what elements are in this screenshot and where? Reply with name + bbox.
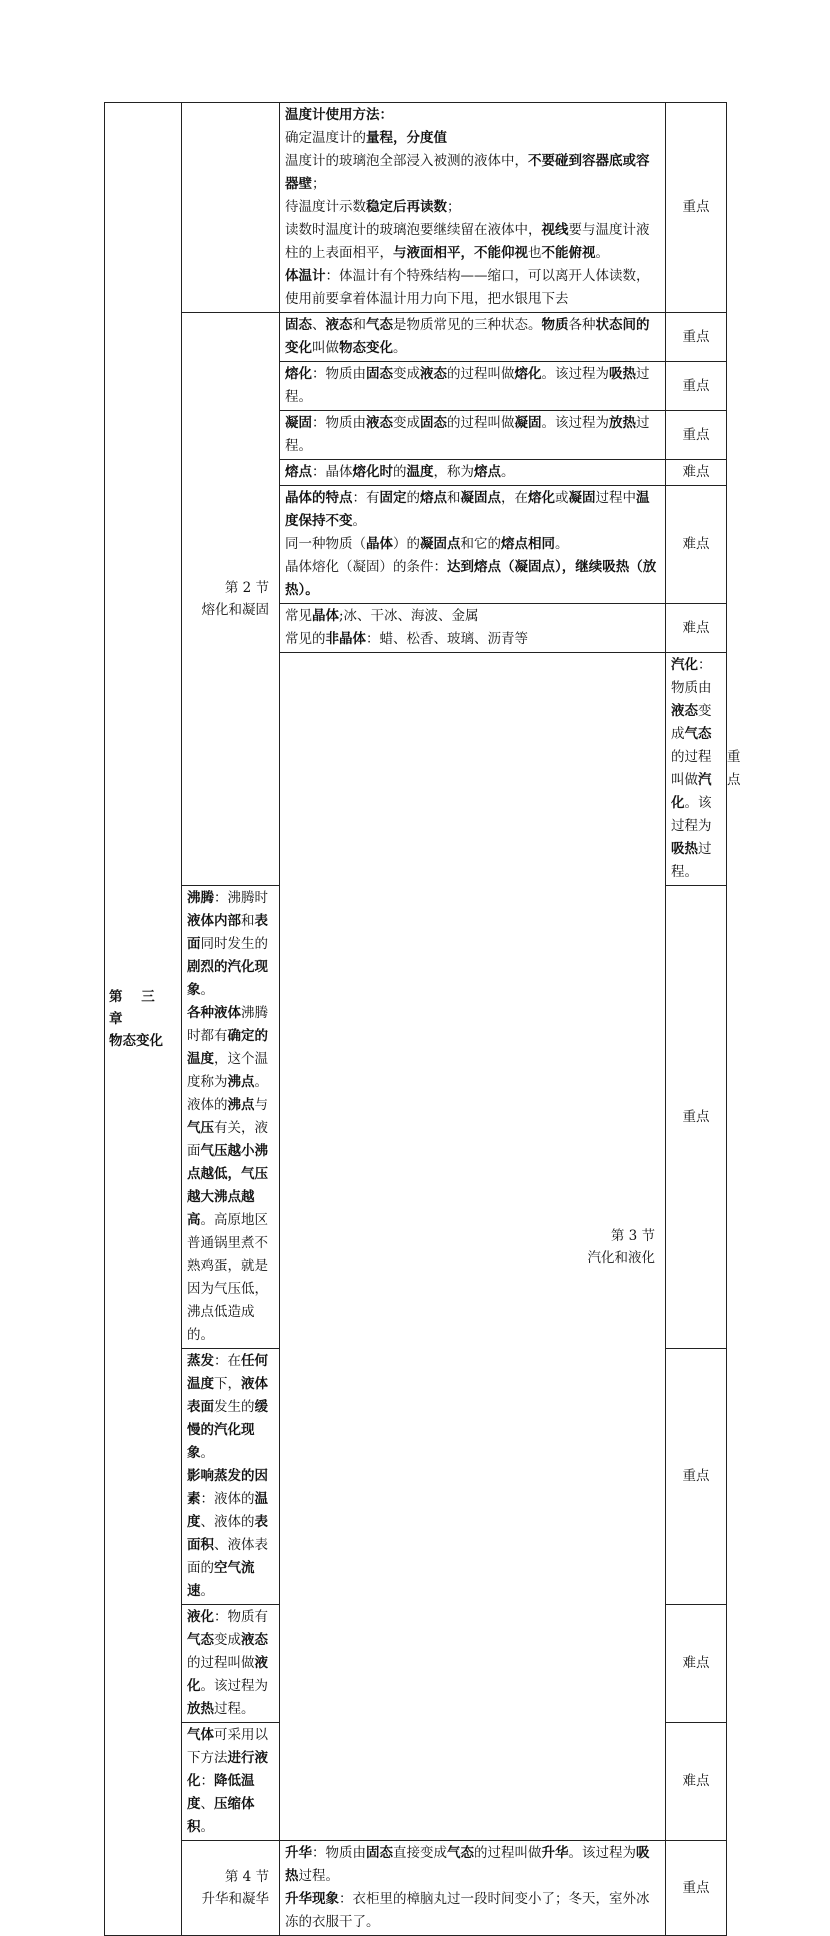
text: 、液体的	[200, 1514, 255, 1530]
section-name: 熔化和凝固	[201, 602, 269, 618]
chapter-cell	[105, 103, 182, 1936]
content-cell	[280, 313, 666, 362]
text: 的过程叫做	[187, 1655, 255, 1671]
level-cell: 难点	[666, 486, 727, 604]
text: 升华	[541, 1845, 569, 1861]
text: 不能俯视	[541, 245, 596, 261]
text: 固态	[366, 1845, 393, 1861]
text: ：沸腾时	[214, 890, 268, 906]
text: 液态	[241, 1632, 268, 1648]
text: 熔点	[420, 490, 447, 506]
text: 汽化	[671, 772, 712, 811]
text: 、	[200, 1796, 214, 1812]
text: 与	[254, 1097, 268, 1113]
text: 。	[200, 982, 214, 998]
text: 等	[514, 631, 528, 647]
level-cell: 重点	[666, 1349, 727, 1605]
level-cell: 难点	[666, 460, 727, 486]
text: 晶体	[312, 608, 339, 624]
text: 晶体熔化（凝固）的条件：	[285, 559, 447, 575]
text: 熔化时	[352, 464, 393, 480]
text: 达到熔点（凝固点），继续吸热（放热）。	[285, 559, 657, 598]
text: 气态	[684, 726, 712, 742]
chapter-title	[105, 986, 181, 1052]
text: 。	[200, 1583, 214, 1599]
text: 变成	[671, 703, 712, 742]
text: ：衣柜里的樟脑丸过一段时间变小了；冬天，室外冰冻的衣服干了。	[285, 1891, 650, 1930]
text: ：物质由	[312, 415, 366, 431]
text: 液态	[325, 317, 353, 333]
text: 。该过程为	[541, 366, 609, 382]
text: 各种液体	[187, 1005, 241, 1021]
text: 要与温度计液柱的上表面相平，	[285, 222, 650, 261]
text: 同时发生的	[200, 936, 268, 952]
text: 固态	[366, 366, 393, 382]
text: 。	[501, 464, 515, 480]
text: 沸点	[227, 1074, 255, 1090]
text: 待温度计示数	[285, 199, 366, 215]
text: 凝固	[514, 415, 542, 431]
text: 蒸发	[187, 1353, 214, 1369]
text: 温度计的玻璃泡全部浸入被测的液体中，	[285, 153, 528, 169]
text: 物质	[541, 317, 569, 333]
text: ；	[447, 199, 461, 215]
text: 液态	[671, 703, 698, 719]
text: 变成	[393, 415, 420, 431]
text: 。该过程为	[568, 1845, 636, 1861]
text: 温度保持不变	[285, 490, 650, 529]
text: 过程中	[595, 490, 636, 506]
content-cell	[280, 362, 666, 411]
text: 常见的	[285, 631, 326, 647]
text: 的	[406, 490, 420, 506]
text: 。	[254, 1074, 268, 1090]
text: 影响蒸发的因素	[187, 1468, 268, 1507]
level-cell: 难点	[666, 1605, 727, 1723]
text: 任何温度	[187, 1353, 268, 1392]
section-name: 汽化和液化	[587, 1249, 655, 1266]
text: 。高原地区普通锅里煮不熟鸡蛋，就是因为气压低，沸点低造成的。	[187, 1212, 268, 1343]
text: 温度	[406, 464, 434, 480]
text: 升华现象	[285, 1891, 339, 1907]
content-cell	[280, 604, 666, 653]
text: 物态变化	[339, 340, 393, 356]
section-cell-empty	[182, 103, 280, 313]
text: ：液体的	[200, 1491, 255, 1507]
text: ：在	[214, 1353, 241, 1369]
table-row	[105, 313, 727, 362]
text: 和	[241, 913, 255, 929]
text: 过程。	[285, 366, 650, 405]
text: 液体的	[187, 1097, 228, 1113]
text: 晶体的特点	[285, 490, 353, 506]
text: 直接变成	[393, 1845, 447, 1861]
text: 体温计	[285, 268, 326, 284]
content-cell	[280, 411, 666, 460]
knowledge-table	[104, 102, 741, 1936]
level-cell: 重点	[666, 886, 727, 1349]
text: 也	[528, 245, 542, 261]
content-cell	[182, 1723, 280, 1841]
text: 。该过程为	[541, 415, 609, 431]
text: 进行液化	[187, 1750, 268, 1789]
text: 沸腾时都有	[187, 1005, 268, 1044]
text: 过程。	[671, 841, 712, 880]
text: 熔点	[474, 464, 501, 480]
level-cell: 重点	[666, 1841, 727, 1936]
text: 确定的温度	[187, 1028, 268, 1067]
level-cell: 重点	[666, 362, 727, 411]
text: 同一种物质（	[285, 536, 366, 552]
text: 气压	[187, 1120, 214, 1136]
text: 和它的	[460, 536, 501, 552]
text: 升华	[285, 1845, 312, 1861]
text: ，在	[501, 490, 528, 506]
text: 。该过程为	[200, 1678, 268, 1694]
text: 压缩体积	[187, 1796, 255, 1835]
text: 读数时温度计的玻璃泡要继续留在液体中，	[285, 222, 542, 238]
text: 液体表面	[187, 1376, 268, 1415]
content-cell	[280, 460, 666, 486]
text: 凝固点	[420, 536, 461, 552]
text: 的	[393, 464, 407, 480]
text: ；	[312, 176, 326, 192]
text: 和	[447, 490, 461, 506]
text: 固态	[285, 317, 312, 333]
text: 常见	[285, 608, 312, 624]
text: 晶体	[366, 536, 393, 552]
level-cell: 重点	[666, 313, 727, 362]
text: 表面	[187, 913, 268, 952]
text: 非晶体	[325, 631, 366, 647]
text: 。	[595, 245, 609, 261]
text: 。	[555, 536, 569, 552]
text: 熔化	[285, 366, 312, 382]
text: 发生的	[214, 1399, 255, 1415]
text: 吸热	[671, 841, 698, 857]
text: 。	[393, 340, 407, 356]
text: ：物质有	[214, 1609, 268, 1625]
table-row	[105, 1841, 727, 1936]
text: 不要碰到容器底或容器壁	[285, 153, 650, 192]
text: 确定温度计的	[285, 130, 366, 146]
text: 。	[352, 513, 366, 529]
thermo-title: 温度计使用方法：	[285, 107, 393, 123]
text: 的过程叫做	[671, 749, 712, 788]
text: 、液体表面的	[187, 1537, 268, 1576]
text: ：体温计有个特殊结构——缩口，可以离开人体读数，使用前要拿着体温计用力向下甩，把水银甩下去	[285, 268, 650, 307]
text: 或	[555, 490, 569, 506]
text: 是物质常见的三种状态。	[393, 317, 542, 333]
text: 。	[200, 1445, 214, 1461]
text: 放热	[187, 1701, 214, 1717]
text: 剧烈的汽化现象	[187, 959, 268, 998]
text: ，这个温度称为	[187, 1051, 268, 1090]
text: 吸热	[609, 366, 636, 382]
content-cell	[182, 1605, 280, 1723]
text: 液化	[187, 1655, 268, 1694]
text: 液化	[187, 1609, 214, 1625]
text: 空气流速	[187, 1560, 255, 1599]
text: ：物质由	[671, 657, 712, 696]
text: 各种	[568, 317, 596, 333]
text: 吸热	[285, 1845, 650, 1884]
text: 气态	[366, 317, 393, 333]
text: ：晶体	[312, 464, 353, 480]
chapter-name: 物态变化	[109, 1033, 163, 1049]
text: ;冰、干冰、海波、金属	[339, 608, 479, 624]
section-cell	[182, 313, 280, 886]
text: 气态	[447, 1845, 474, 1861]
text: 熔点	[285, 464, 312, 480]
text: 液体内部	[187, 913, 241, 929]
text: 液态	[366, 415, 393, 431]
text: 与液面相平，不能仰视	[393, 245, 528, 261]
section-number: 第 4 节	[224, 1869, 269, 1885]
level-cell: 难点	[666, 1723, 727, 1841]
content-cell	[280, 103, 666, 313]
text: 熔化	[528, 490, 555, 506]
level-cell: 重点	[666, 103, 727, 313]
text: 过程。	[298, 1868, 339, 1884]
text: ：蜡、松香、玻璃、沥青	[366, 631, 515, 647]
text: 沸点	[227, 1097, 255, 1113]
text: 气压越小沸点越低，气压越大沸点越高	[187, 1143, 268, 1228]
text: 降低温度	[187, 1773, 255, 1812]
section-cell	[280, 653, 666, 1841]
section-name: 升华和凝华	[201, 1891, 269, 1907]
text: 固定	[379, 490, 407, 506]
text: 有关，液面	[187, 1120, 268, 1159]
section-number: 第 2 节	[224, 580, 269, 596]
text: 量程，分度值	[366, 130, 447, 146]
text: 。该过程为	[671, 795, 712, 834]
text: 过程。	[214, 1701, 255, 1717]
text: ：物质由	[312, 1845, 366, 1861]
text: 变成	[393, 366, 420, 382]
text: 可采用以下方法	[187, 1727, 268, 1766]
text: ：有	[352, 490, 380, 506]
content-cell	[280, 486, 666, 604]
text: 温度	[187, 1491, 268, 1530]
text: 、	[312, 317, 326, 333]
text: 放热	[609, 415, 636, 431]
level-cell: 重点	[666, 411, 727, 460]
text: 凝固	[568, 490, 596, 506]
text: 缓慢的汽化现象	[187, 1399, 268, 1461]
text: ：物质由	[312, 366, 366, 382]
text: 叫做	[312, 340, 339, 356]
text: 。	[200, 1819, 214, 1835]
text: 稳定后再读数	[366, 199, 447, 215]
text: 凝固	[285, 415, 312, 431]
text: 的过程叫做	[447, 366, 515, 382]
content-cell	[182, 886, 280, 1349]
section-number: 第 3 节	[610, 1227, 655, 1244]
text: 和	[352, 317, 366, 333]
text: ，称为	[433, 464, 474, 480]
text: 熔化	[514, 366, 542, 382]
content-cell	[280, 1841, 666, 1936]
text: 凝固点	[460, 490, 501, 506]
text: 表面积	[187, 1514, 268, 1553]
text: 固态	[420, 415, 447, 431]
text: 下，	[214, 1376, 241, 1392]
table-row	[105, 103, 727, 313]
section-cell	[182, 1841, 280, 1936]
table-row: 第 3 节 汽化和液化 汽化：物质由液态变成气态的过程叫做汽化。该过程为吸热过程。 重点	[105, 653, 727, 886]
text: 的过程叫做	[447, 415, 515, 431]
text: 状态间的变化	[285, 317, 650, 356]
text: 气体	[187, 1727, 214, 1743]
text: 过程。	[285, 415, 650, 454]
text: 液态	[420, 366, 447, 382]
text: 汽化	[671, 657, 698, 673]
text: 视线	[541, 222, 569, 238]
content-cell	[182, 1349, 280, 1605]
content-cell	[666, 653, 727, 886]
level-cell: 难点	[666, 604, 727, 653]
text: ）的	[393, 536, 420, 552]
text: 的过程叫做	[474, 1845, 542, 1861]
text: 沸腾	[187, 890, 214, 906]
text: 气态	[187, 1632, 214, 1648]
chapter-number: 第 三 章	[109, 989, 162, 1027]
text: 变成	[214, 1632, 241, 1648]
text: 熔点相同	[501, 536, 555, 552]
text: ：	[200, 1773, 214, 1789]
